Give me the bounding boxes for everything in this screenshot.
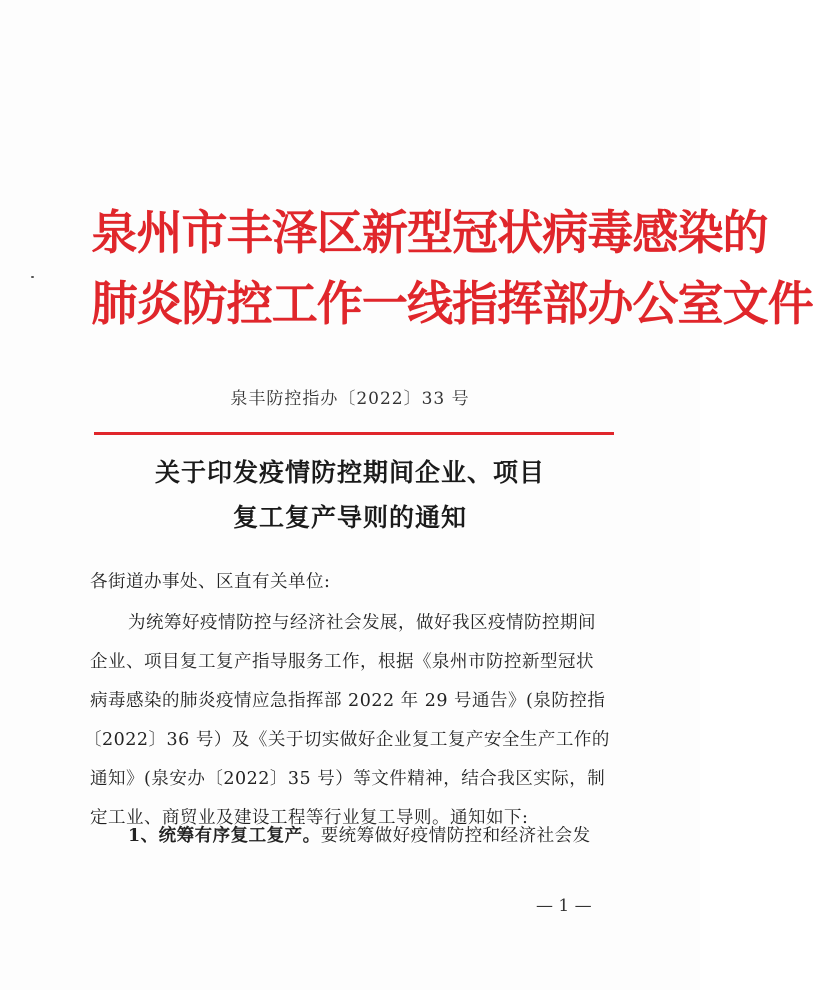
- notice-title-line-1: 关于印发疫情防控期间企业、项目: [154, 458, 545, 487]
- salutation: 各街道办事处、区直有关单位:: [90, 572, 331, 592]
- paragraph-line-1: 为统筹好疫情防控与经济社会发展，做好我区疫情防控期间: [128, 613, 596, 633]
- item-1-heading: 1、统筹有序复工复产。: [128, 826, 321, 846]
- document-number: 泉丰防控指办〔2022〕33 号: [230, 389, 470, 409]
- paragraph-line-5: 通知》(泉安办〔2022〕35 号）等文件精神，结合我区实际，制: [90, 769, 606, 789]
- issuer-title-line-1: 泉州市丰泽区新型冠状病毒感染的: [91, 206, 768, 261]
- paragraph-line-2: 企业、项目复工复产指导服务工作，根据《泉州市防控新型冠状: [90, 652, 594, 672]
- paragraph-line-3: 病毒感染的肺炎疫情应急指挥部 2022 年 29 号通告》(泉防控指: [90, 691, 606, 711]
- scan-speck: [31, 276, 34, 278]
- item-1-text: 要统筹做好疫情防控和经济社会发: [320, 826, 591, 846]
- item-1: [128, 822, 658, 847]
- paragraph-line-4: 〔2022〕36 号）及《关于切实做好企业复工复产安全生产工作的: [84, 730, 610, 750]
- red-divider-line: [94, 432, 614, 435]
- page-number: — 1 —: [536, 896, 592, 916]
- notice-title-line-2: 复工复产导则的通知: [232, 503, 467, 532]
- issuer-title-line-2: 肺炎防控工作一线指挥部办公室文件: [91, 277, 813, 332]
- paragraph-line-6: 定工业、商贸业及建设工程等行业复工导则。通知如下:: [90, 808, 529, 828]
